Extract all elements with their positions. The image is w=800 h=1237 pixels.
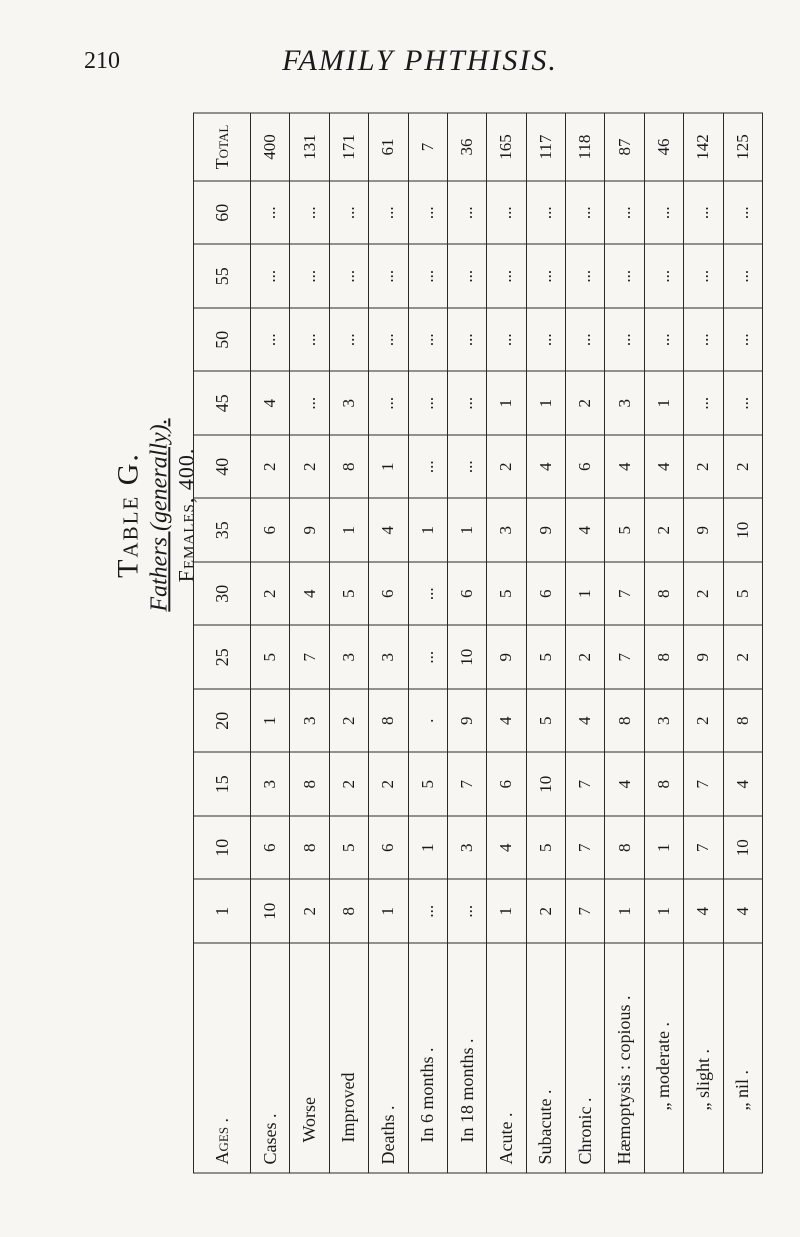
table-cell: ... <box>526 244 565 308</box>
table-cell: ... <box>684 244 723 308</box>
total-cell: 142 <box>684 113 723 181</box>
table-cell: 7 <box>605 625 644 689</box>
total-cell: 131 <box>290 113 329 181</box>
table-cell: 6 <box>251 816 290 880</box>
table-cell: ... <box>251 244 290 308</box>
table-cell: 2 <box>723 625 763 689</box>
table-cell: 3 <box>290 689 329 753</box>
table-cell: 1 <box>251 689 290 753</box>
table-row <box>369 113 408 1173</box>
table-cell: ... <box>251 308 290 372</box>
table-cell: ... <box>290 308 329 372</box>
table-cell: 8 <box>329 435 368 499</box>
page-header <box>70 44 770 88</box>
table-cell: 1 <box>644 371 683 435</box>
total-cell: 125 <box>723 113 763 181</box>
table-cell: 10 <box>526 752 565 816</box>
table-cell: 7 <box>566 879 605 943</box>
table-row <box>605 113 644 1173</box>
table-cell: ... <box>408 435 447 499</box>
table-cell: 8 <box>290 752 329 816</box>
table-cell: 8 <box>644 625 683 689</box>
table-cell: ... <box>369 244 408 308</box>
table-row <box>408 113 447 1173</box>
table-cell: 10 <box>723 498 763 562</box>
age-col-header: 15 <box>194 752 251 816</box>
table-cell: ... <box>566 181 605 245</box>
table-cell: 6 <box>369 562 408 626</box>
table-cell: 1 <box>644 816 683 880</box>
table-cell: 1 <box>605 879 644 943</box>
table-cell: ... <box>329 181 368 245</box>
table-cell: 1 <box>369 435 408 499</box>
total-cell: 87 <box>605 113 644 181</box>
table-cell: 1 <box>487 879 526 943</box>
table-cell: 2 <box>251 435 290 499</box>
table-row <box>329 113 368 1173</box>
table-cell: ... <box>408 181 447 245</box>
age-col-header: 20 <box>194 689 251 753</box>
table-cell: ... <box>329 244 368 308</box>
table-cell: 9 <box>290 498 329 562</box>
table-cell: ... <box>487 308 526 372</box>
table-cell: 2 <box>723 435 763 499</box>
row-label: Improved <box>329 943 368 1173</box>
row-label: Hæmoptysis : copious . <box>605 943 644 1173</box>
total-cell: 46 <box>644 113 683 181</box>
table-cell: 6 <box>251 498 290 562</box>
table-cell: 9 <box>526 498 565 562</box>
age-col-header: 45 <box>194 371 251 435</box>
table-cell: 7 <box>684 816 723 880</box>
total-cell: 118 <box>566 113 605 181</box>
table-cell: 4 <box>290 562 329 626</box>
table-cell: 4 <box>605 752 644 816</box>
table-cell: ... <box>526 181 565 245</box>
table-cell: ... <box>723 181 763 245</box>
table-cell: ... <box>290 371 329 435</box>
table-cell: 5 <box>723 562 763 626</box>
table-cell: 3 <box>329 625 368 689</box>
table-cell: 8 <box>723 689 763 753</box>
total-cell: 400 <box>251 113 290 181</box>
table-cell: 8 <box>329 879 368 943</box>
table-cell: 2 <box>251 562 290 626</box>
table-cell: 10 <box>251 879 290 943</box>
table-cell: 4 <box>723 879 763 943</box>
row-label: Acute . <box>487 943 526 1173</box>
table-cell: ... <box>447 371 486 435</box>
table-cell: ... <box>684 308 723 372</box>
table-cell: 4 <box>566 498 605 562</box>
ages-corner: Ages . <box>194 943 251 1173</box>
table-cell: 1 <box>566 562 605 626</box>
table-cell: ... <box>290 181 329 245</box>
table-cell: 3 <box>487 498 526 562</box>
table-cell: ... <box>723 371 763 435</box>
table-cell: 6 <box>526 562 565 626</box>
table-cell: ... <box>369 308 408 372</box>
family-phthisis-table <box>193 112 763 1173</box>
table-cell: 5 <box>526 689 565 753</box>
row-label: In 18 months . <box>447 943 486 1173</box>
table-cell: ... <box>369 181 408 245</box>
table-cell: ... <box>605 308 644 372</box>
age-col-header: 10 <box>194 816 251 880</box>
table-cell: ... <box>447 879 486 943</box>
table-cell: 2 <box>369 752 408 816</box>
table-cell: ... <box>723 308 763 372</box>
table-cell: ... <box>251 181 290 245</box>
table-cell: 9 <box>447 689 486 753</box>
table-cell: 4 <box>251 371 290 435</box>
table-cell: 5 <box>251 625 290 689</box>
table-cell: 10 <box>447 625 486 689</box>
table-cell: ... <box>290 244 329 308</box>
table-cell: 3 <box>369 625 408 689</box>
table-cell: 2 <box>487 435 526 499</box>
table-cell: . <box>408 689 447 753</box>
table-cell: ... <box>369 371 408 435</box>
row-label: „ nil . <box>723 943 763 1173</box>
table-cell: 1 <box>408 816 447 880</box>
table-row <box>447 113 486 1173</box>
total-cell: 61 <box>369 113 408 181</box>
table-cell: 1 <box>447 498 486 562</box>
table-cell: 9 <box>487 625 526 689</box>
table-cell: 7 <box>566 816 605 880</box>
table-cell: 4 <box>684 879 723 943</box>
table-cell: ... <box>566 308 605 372</box>
table-cell: 2 <box>566 371 605 435</box>
table-cell: 7 <box>566 752 605 816</box>
table-cell: 9 <box>684 625 723 689</box>
table-cell: ... <box>447 181 486 245</box>
page-number: 210 <box>84 48 120 74</box>
table-row <box>644 113 683 1173</box>
table-cell: ... <box>644 181 683 245</box>
table-cell: 1 <box>644 879 683 943</box>
table-row <box>566 113 605 1173</box>
table-cell: 3 <box>447 816 486 880</box>
total-cell: 117 <box>526 113 565 181</box>
table-cell: 5 <box>329 816 368 880</box>
caption-females-count: Females, 400. <box>173 447 199 583</box>
table-cell: 4 <box>723 752 763 816</box>
table-row <box>251 113 290 1173</box>
row-label: „ slight . <box>684 943 723 1173</box>
table-row <box>487 113 526 1173</box>
table-cell: 5 <box>408 752 447 816</box>
table-cell: ... <box>644 244 683 308</box>
table-cell: 6 <box>447 562 486 626</box>
table-cell: ... <box>408 371 447 435</box>
table-cell: 6 <box>566 435 605 499</box>
table-cell: 5 <box>526 625 565 689</box>
total-cell: 36 <box>447 113 486 181</box>
table-cell: 6 <box>487 752 526 816</box>
table-cell: 2 <box>684 435 723 499</box>
table-cell: ... <box>684 371 723 435</box>
table-row <box>290 113 329 1173</box>
table-cell: 1 <box>487 371 526 435</box>
table-cell: 8 <box>644 752 683 816</box>
header-row <box>194 113 251 1173</box>
age-col-header: 30 <box>194 562 251 626</box>
table-cell: 3 <box>329 371 368 435</box>
age-col-header: 40 <box>194 435 251 499</box>
table-cell: 7 <box>447 752 486 816</box>
table-cell: ... <box>447 244 486 308</box>
age-col-header: 60 <box>194 181 251 245</box>
table-cell: 5 <box>605 498 644 562</box>
table-cell: 8 <box>605 689 644 753</box>
table-cell: ... <box>408 244 447 308</box>
age-col-header: 1 <box>194 879 251 943</box>
table-cell: 2 <box>644 498 683 562</box>
row-label: Chronic . <box>566 943 605 1173</box>
total-cell: 171 <box>329 113 368 181</box>
table-cell: 4 <box>369 498 408 562</box>
table-cell: ... <box>447 435 486 499</box>
table-cell: 1 <box>329 498 368 562</box>
table-cell: 2 <box>329 689 368 753</box>
table-cell: ... <box>408 625 447 689</box>
table-cell: 5 <box>487 562 526 626</box>
table-cell: 2 <box>290 435 329 499</box>
table-cell: 8 <box>644 562 683 626</box>
table-cell: 5 <box>526 816 565 880</box>
table-cell: 10 <box>723 816 763 880</box>
table-row <box>684 113 723 1173</box>
table-row <box>526 113 565 1173</box>
row-label: Deaths . <box>369 943 408 1173</box>
table-cell: 2 <box>684 562 723 626</box>
table-cell: 9 <box>684 498 723 562</box>
running-title: FAMILY PHTHISIS. <box>282 44 558 77</box>
table-cell: ... <box>723 244 763 308</box>
table-cell: 4 <box>487 816 526 880</box>
data-table-container <box>193 112 763 1173</box>
table-cell: 7 <box>605 562 644 626</box>
table-cell: 3 <box>251 752 290 816</box>
table-cell: ... <box>487 181 526 245</box>
table-cell: ... <box>605 244 644 308</box>
table-cell: 4 <box>487 689 526 753</box>
table-cell: 2 <box>526 879 565 943</box>
table-cell: ... <box>684 181 723 245</box>
table-cell: 1 <box>369 879 408 943</box>
row-label: In 6 months . <box>408 943 447 1173</box>
caption-subtitle: Fathers (generally). <box>145 418 172 612</box>
table-cell: 2 <box>684 689 723 753</box>
table-cell: ... <box>329 308 368 372</box>
table-cell: 4 <box>644 435 683 499</box>
table-cell: 8 <box>369 689 408 753</box>
total-cell: 7 <box>408 113 447 181</box>
table-cell: ... <box>408 562 447 626</box>
age-col-header: 55 <box>194 244 251 308</box>
table-cell: 4 <box>566 689 605 753</box>
table-caption <box>110 310 200 720</box>
table-cell: ... <box>408 308 447 372</box>
table-cell: 2 <box>329 752 368 816</box>
table-cell: 4 <box>605 435 644 499</box>
table-cell: ... <box>566 244 605 308</box>
table-cell: 1 <box>526 371 565 435</box>
table-cell: ... <box>408 879 447 943</box>
table-cell: ... <box>644 308 683 372</box>
table-cell: 4 <box>526 435 565 499</box>
table-cell: 7 <box>684 752 723 816</box>
table-cell: 1 <box>408 498 447 562</box>
table-cell: 5 <box>329 562 368 626</box>
total-cell: 165 <box>487 113 526 181</box>
table-cell: 7 <box>290 625 329 689</box>
table-cell: 2 <box>290 879 329 943</box>
total-col-header: Total <box>194 113 251 181</box>
row-label: Cases . <box>251 943 290 1173</box>
age-col-header: 50 <box>194 308 251 372</box>
table-cell: 3 <box>605 371 644 435</box>
table-cell: ... <box>605 181 644 245</box>
row-label: „ moderate . <box>644 943 683 1173</box>
table-row <box>723 113 763 1173</box>
age-col-header: 35 <box>194 498 251 562</box>
row-label: Worse <box>290 943 329 1173</box>
table-cell: 3 <box>644 689 683 753</box>
table-cell: ... <box>487 244 526 308</box>
table-cell: 6 <box>369 816 408 880</box>
table-cell: 8 <box>290 816 329 880</box>
table-cell: 2 <box>566 625 605 689</box>
table-cell: ... <box>526 308 565 372</box>
table-cell: 8 <box>605 816 644 880</box>
caption-title: Table G. <box>111 452 145 578</box>
table-cell: ... <box>447 308 486 372</box>
age-col-header: 25 <box>194 625 251 689</box>
row-label: Subacute . <box>526 943 565 1173</box>
